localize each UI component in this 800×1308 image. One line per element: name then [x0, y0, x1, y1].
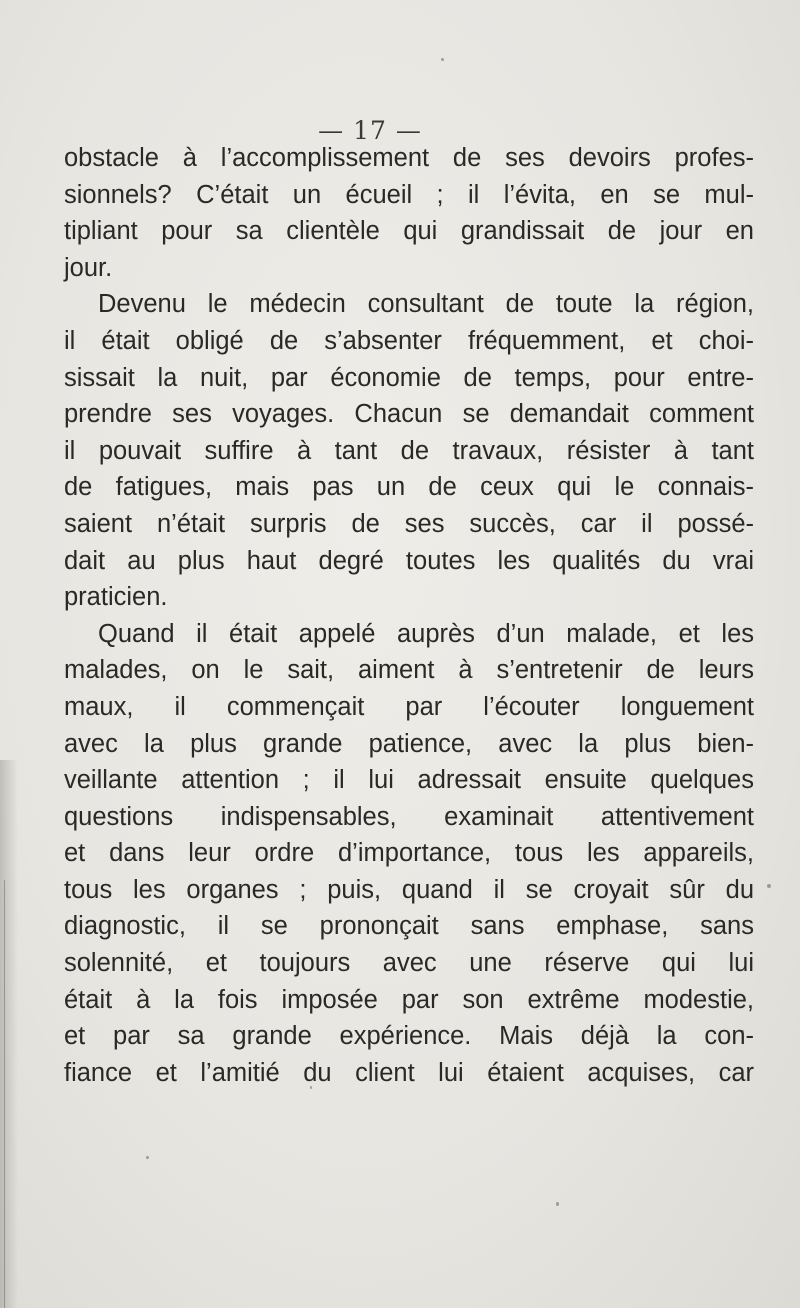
spine-shadow: [0, 760, 18, 1308]
text-line: sionnels? C’était un écueil ; il l’évita, en se mul-: [64, 180, 754, 209]
body-text: [64, 140, 754, 1091]
text-line: solennité, et toujours avec une réserve qui lui: [64, 949, 754, 978]
paper-speck: [556, 1202, 559, 1206]
paper-speck: [146, 1156, 149, 1159]
text-line: jour.: [64, 253, 113, 282]
text-line: de fatigues, mais pas un de ceux qui le connais-: [64, 473, 754, 502]
text-line: saient n’était surpris de ses succès, car il possé-: [64, 509, 754, 538]
text-line: questions indispensables, examinait attentivement: [64, 802, 754, 831]
text-line: tipliant pour sa clientèle qui grandissait de jour en: [64, 217, 754, 246]
text-line: malades, on le sait, aiment à s’entretenir de leurs: [64, 656, 754, 685]
text-line: dait au plus haut degré toutes les qualités du vrai: [64, 546, 754, 575]
text-line: était à la fois imposée par son extrême modestie,: [64, 985, 754, 1014]
text-line: tous les organes ; puis, quand il se croyait sûr du: [64, 875, 754, 904]
text-line: il était obligé de s’absenter fréquemment, et choi-: [64, 326, 754, 355]
text-line: fiance et l’amitié du client lui étaient acquises, car: [64, 1058, 754, 1087]
text-line: diagnostic, il se prononçait sans emphase, sans: [64, 912, 754, 941]
text-line: et par sa grande expérience. Mais déjà la con-: [64, 1022, 754, 1051]
paper-speck: [310, 1086, 312, 1089]
text-line: obstacle à l’accomplissement de ses devoirs profes-: [64, 144, 754, 172]
page-number: — 17 —: [318, 116, 422, 145]
text-line: Quand il était appelé auprès d’un malade, et les: [98, 619, 754, 648]
text-line: maux, il commençait par l’écouter longuement: [64, 692, 754, 721]
text-line: il pouvait suffire à tant de travaux, résister à tant: [64, 436, 754, 465]
text-line: praticien.: [64, 583, 168, 612]
text-line: sissait la nuit, par économie de temps, pour entre-: [64, 363, 754, 392]
text-line: veillante attention ; il lui adressait ensuite quelques: [64, 766, 754, 795]
text-line: avec la plus grande patience, avec la plus bien-: [64, 729, 754, 758]
paper-speck: [742, 1030, 744, 1032]
text-line: prendre ses voyages. Chacun se demandait comment: [64, 400, 754, 429]
text-line: et dans leur ordre d’importance, tous les appareils,: [64, 839, 754, 868]
paper-speck: [441, 58, 444, 61]
text-line: Devenu le médecin consultant de toute la région,: [98, 290, 754, 319]
paper-speck: [767, 884, 771, 888]
spine-edge: [4, 880, 5, 1308]
